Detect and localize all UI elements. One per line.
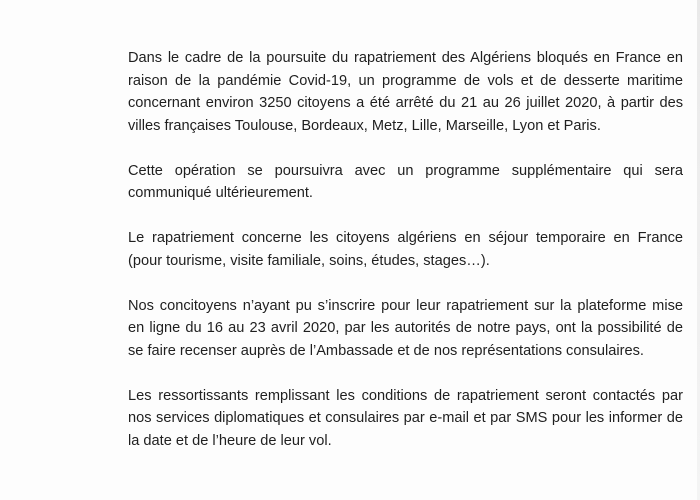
- paragraph-repatriation-program: Dans le cadre de la poursuite du rapatriement des Algériens bloqués en France en raison de la pandémie Covid-19, un programme de vols et de desserte maritime concernant environ 3250 citoyens a été arrêté du 21 au 26 juillet 2020, à partir des villes françaises Toulouse, Bordeaux, Metz, Lille, Marseille, Lyon et Paris.: [128, 50, 683, 134]
- paragraph-supplementary-program: Cette opération se poursuivra avec un programme supplémentaire qui sera communiqué ultérieurement.: [128, 162, 683, 201]
- paragraph-eligible-citizens: Le rapatriement concerne les citoyens algériens en séjour temporaire en France (pour tourisme, visite familiale, soins, études, stages…).: [128, 230, 683, 269]
- paragraph-contact-information: Les ressortissants remplissant les conditions de rapatriement seront contactés par nos services diplomatiques et consulaires par e-mail et par SMS pour les informer de la date et de l’heure de leur vol.: [128, 387, 683, 449]
- document-body: [128, 47, 683, 452]
- paragraph-census-registration: Nos concitoyens n’ayant pu s’inscrire pour leur rapatriement sur la plateforme mise en ligne du 16 au 23 avril 2020, par les autorités de notre pays, ont la possibilité de se faire recenser auprès de l’Ambassade et de nos représentations consulaires.: [128, 297, 683, 359]
